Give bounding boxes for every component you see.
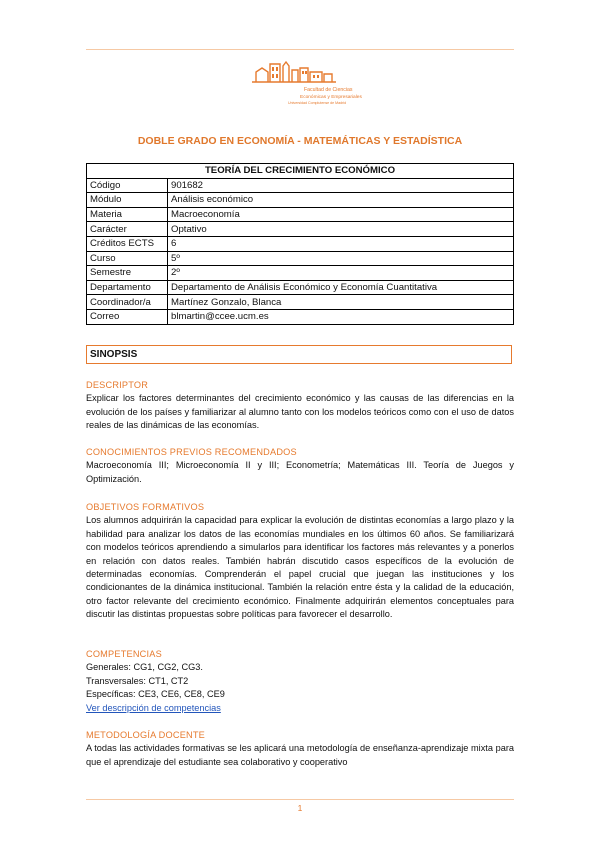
objetivos-text: Los alumnos adquirirán la capacidad para explicar la evolución de distintas economías a largo plazo y la habilidad para analizar los datos de las economías mundiales en los últimos 60 años. Se familiarizará con modelos teóricos aprendiendo a simularlos para identificar los factores más relevantes y a ponerlos en relación con datos reales. También habrán discutido casos específicos de la evolución de determinadas economías. Comprenderán el papel crucial que juegan las instituciones y los condicionantes de la dinámica institucional. También la relación entre ésta y la calidad de la educación, otro factor relevante del crecimiento económico. Finalmente adquirirán elementos conceptuales para discutir las distintas propuestas sobre políticas para favorecer el desarrollo. bbox=[86, 515, 514, 620]
table-row bbox=[87, 251, 514, 266]
page-number: 1 bbox=[297, 803, 303, 813]
table-row bbox=[87, 207, 514, 222]
row-value: 901682 bbox=[168, 178, 514, 193]
objetivos-heading: OBJETIVOS FORMATIVOS bbox=[86, 502, 205, 512]
conocimientos-section bbox=[86, 446, 514, 486]
descriptor-heading: DESCRIPTOR bbox=[86, 380, 149, 390]
row-value: Optativo bbox=[168, 222, 514, 237]
row-label: Créditos ECTS bbox=[87, 236, 168, 251]
table-row bbox=[87, 309, 514, 324]
descriptor-section bbox=[86, 379, 514, 433]
row-label: Coordinador/a bbox=[87, 295, 168, 310]
competencias-link[interactable]: Ver descripción de competencias bbox=[86, 702, 221, 713]
row-label: Semestre bbox=[87, 266, 168, 281]
row-value: Análisis económico bbox=[168, 193, 514, 208]
competencias-transversales: Transversales: CT1, CT2 bbox=[86, 675, 189, 686]
metodologia-heading: METODOLOGÍA DOCENTE bbox=[86, 730, 206, 740]
descriptor-text: Explicar los factores determinantes del crecimiento económico y las causas de las diferencias en la evolución de los países y familiarizar al alumno tanto con los modelos teóricos como con el uso de datos reales de las dinámicas de las economías. bbox=[86, 393, 514, 431]
bottom-rule bbox=[86, 799, 514, 800]
row-value: 5º bbox=[168, 251, 514, 266]
table-row bbox=[87, 295, 514, 310]
table-row bbox=[87, 266, 514, 281]
course-info-table bbox=[86, 163, 514, 325]
table-row bbox=[87, 193, 514, 208]
table-row bbox=[87, 178, 514, 193]
table-row bbox=[87, 222, 514, 237]
table-row bbox=[87, 236, 514, 251]
competencias-generales: Generales: CG1, CG2, CG3. bbox=[86, 662, 203, 673]
top-rule bbox=[86, 49, 514, 50]
row-value: 2º bbox=[168, 266, 514, 281]
logo-text: Universidad Complutense de Madrid bbox=[288, 101, 347, 105]
row-label: Correo bbox=[87, 309, 168, 324]
row-label: Curso bbox=[87, 251, 168, 266]
metodologia-section bbox=[86, 729, 514, 769]
competencias-heading: COMPETENCIAS bbox=[86, 649, 162, 659]
row-label: Código bbox=[87, 178, 168, 193]
table-heading: TEORÍA DEL CRECIMIENTO ECONÓMICO bbox=[87, 164, 514, 179]
row-value: Macroeconomía bbox=[168, 207, 514, 222]
competencias-especificas: Específicas: CE3, CE6, CE8, CE9 bbox=[86, 689, 225, 700]
objetivos-section bbox=[86, 501, 514, 622]
row-label: Carácter bbox=[87, 222, 168, 237]
table-row bbox=[87, 280, 514, 295]
faculty-logo bbox=[250, 58, 362, 108]
metodologia-text: A todas las actividades formativas se les aplicará una metodología de enseñanza-aprendizaje mixta para que el aprendizaje del estudiante sea colaborativo y cooperativo bbox=[86, 743, 514, 767]
conocimientos-text: Macroeconomía III; Microeconomía II y III; Econometría; Matemáticas III. Teoría de Juegos y Optimización. bbox=[86, 460, 514, 484]
row-label: Módulo bbox=[87, 193, 168, 208]
row-value: Martínez Gonzalo, Blanca bbox=[168, 295, 514, 310]
page-title: DOBLE GRADO EN ECONOMÍA - MATEMÁTICAS Y ESTADÍSTICA bbox=[137, 135, 463, 147]
row-value: blmartin@ccee.ucm.es bbox=[168, 309, 514, 324]
row-label: Materia bbox=[87, 207, 168, 222]
row-value: Departamento de Análisis Económico y Economía Cuantitativa bbox=[168, 280, 514, 295]
logo-text: Facultad de Ciencias bbox=[304, 87, 353, 93]
row-value: 6 bbox=[168, 236, 514, 251]
logo-text: Económicas y Empresariales bbox=[300, 95, 362, 100]
sinopsis-heading: SINOPSIS bbox=[86, 345, 512, 364]
competencias-section bbox=[86, 648, 514, 715]
conocimientos-heading: CONOCIMIENTOS PREVIOS RECOMENDADOS bbox=[86, 447, 297, 457]
row-label: Departamento bbox=[87, 280, 168, 295]
